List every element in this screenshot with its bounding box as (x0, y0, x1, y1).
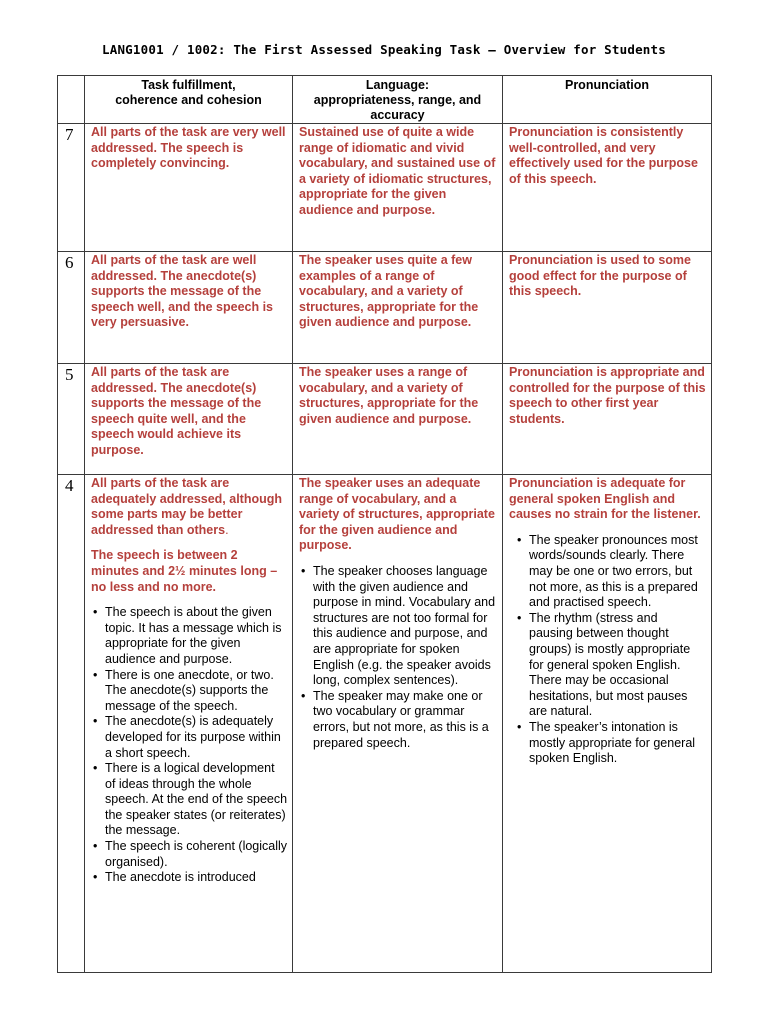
task-main-period: . (225, 522, 229, 537)
score-row-5 (58, 364, 712, 475)
list-item: • The speaker’s intonation is mostly appropriate for general spoken English. (519, 720, 701, 767)
list-item: • The speech is about the given topic. It has a message which is appropriate for the given audience and purpose. (95, 605, 288, 667)
header-line: Pronunciation (564, 78, 650, 92)
score-label: 7 (58, 124, 85, 252)
task-descriptor: All parts of the task are addressed. The anecdote(s) supports the message of the speech quite well, and the speech would achieve its purpose. (85, 364, 293, 475)
list-item: • The speaker may make one or two vocabulary or grammar errors, but not more, as this is a prepared speech. (303, 689, 498, 751)
list-item: • There is one anecdote, or two. The anecdote(s) supports the message of the speech. (95, 668, 288, 715)
score-label: 5 (58, 364, 85, 475)
score-label: 4 (58, 475, 85, 973)
header-line: Language: (365, 78, 430, 92)
task-fulfillment-header (85, 76, 293, 124)
header-line: accuracy (370, 108, 425, 122)
language-criteria-list (299, 564, 498, 751)
speech-length-requirement: The speech is between 2 minutes and 2½ minutes long – no less and no more. (91, 548, 278, 594)
pronunciation-descriptor (503, 475, 712, 973)
list-item: • The anecdote is introduced (95, 870, 288, 886)
score-header-cell (58, 76, 85, 124)
pronunciation-header (503, 76, 712, 124)
list-item: • There is a logical development of ideas through the whole speech. At the end of the speech the speaker states (or reiterates) the message. (95, 761, 288, 839)
pronunciation-main-statement: Pronunciation is adequate for general spoken English and causes no strain for the listener. (509, 476, 701, 522)
task-descriptor (85, 475, 293, 973)
language-header (293, 76, 503, 124)
task-descriptor: All parts of the task are very well addressed. The speech is completely convincing. (85, 124, 293, 252)
header-row (58, 76, 712, 124)
assessment-rubric-table (57, 75, 712, 973)
pronunciation-descriptor: Pronunciation is used to some good effect for the purpose of this speech. (503, 252, 712, 364)
language-descriptor: Sustained use of quite a wide range of idiomatic and vivid vocabulary, and sustained use of a variety of idiomatic structures, appropriate for the given audience and purpose. (293, 124, 503, 252)
header-line: coherence and cohesion (115, 93, 262, 107)
language-descriptor: The speaker uses a range of vocabulary, and a variety of structures, appropriate for the given audience and purpose. (293, 364, 503, 475)
score-row-7 (58, 124, 712, 252)
score-row-4 (58, 475, 712, 973)
document-title: LANG1001 / 1002: The First Assessed Speaking Task – Overview for Students (102, 42, 666, 57)
score-row-6 (58, 252, 712, 364)
language-main-statement: The speaker uses an adequate range of vocabulary, and a variety of structures, appropriate for the given audience and purpose. (299, 476, 495, 553)
list-item: • The rhythm (stress and pausing between thought groups) is mostly appropriate for general spoken English. There may be occasional hesitations, but most pauses are natural. (519, 611, 701, 720)
task-criteria-list (91, 605, 288, 886)
language-descriptor: The speaker uses quite a few examples of a range of vocabulary, and a variety of structures, appropriate for the given audience and purpose. (293, 252, 503, 364)
header-line: appropriateness, range, and (313, 93, 482, 107)
pronunciation-descriptor: Pronunciation is appropriate and controlled for the purpose of this speech to other first year students. (503, 364, 712, 475)
pronunciation-descriptor: Pronunciation is consistently well-controlled, and very effectively used for the purpose of this speech. (503, 124, 712, 252)
task-main-statement (91, 476, 288, 538)
list-item: • The speech is coherent (logically organised). (95, 839, 288, 870)
language-descriptor (293, 475, 503, 973)
list-item: • The anecdote(s) is adequately developed for its purpose within a short speech. (95, 714, 288, 761)
task-descriptor: All parts of the task are well addressed. The anecdote(s) supports the message of the speech well, and the speech is very persuasive. (85, 252, 293, 364)
header-line: Task fulfillment, (141, 78, 236, 92)
list-item: • The speaker chooses language with the given audience and purpose in mind. Vocabulary and structures are not too formal for this audience and purpose, and are appropriate for spoken English (e.g. the speaker avoids long, complex sentences). (303, 564, 498, 689)
list-item: • The speaker pronounces most words/sounds clearly. There may be one or two errors, but not more, as this is a prepared and practised speech. (519, 533, 701, 611)
task-main-text: All parts of the task are adequately addressed, although some parts may be better addressed than others (91, 476, 283, 537)
score-label: 6 (58, 252, 85, 364)
pronunciation-criteria-list (509, 533, 707, 767)
